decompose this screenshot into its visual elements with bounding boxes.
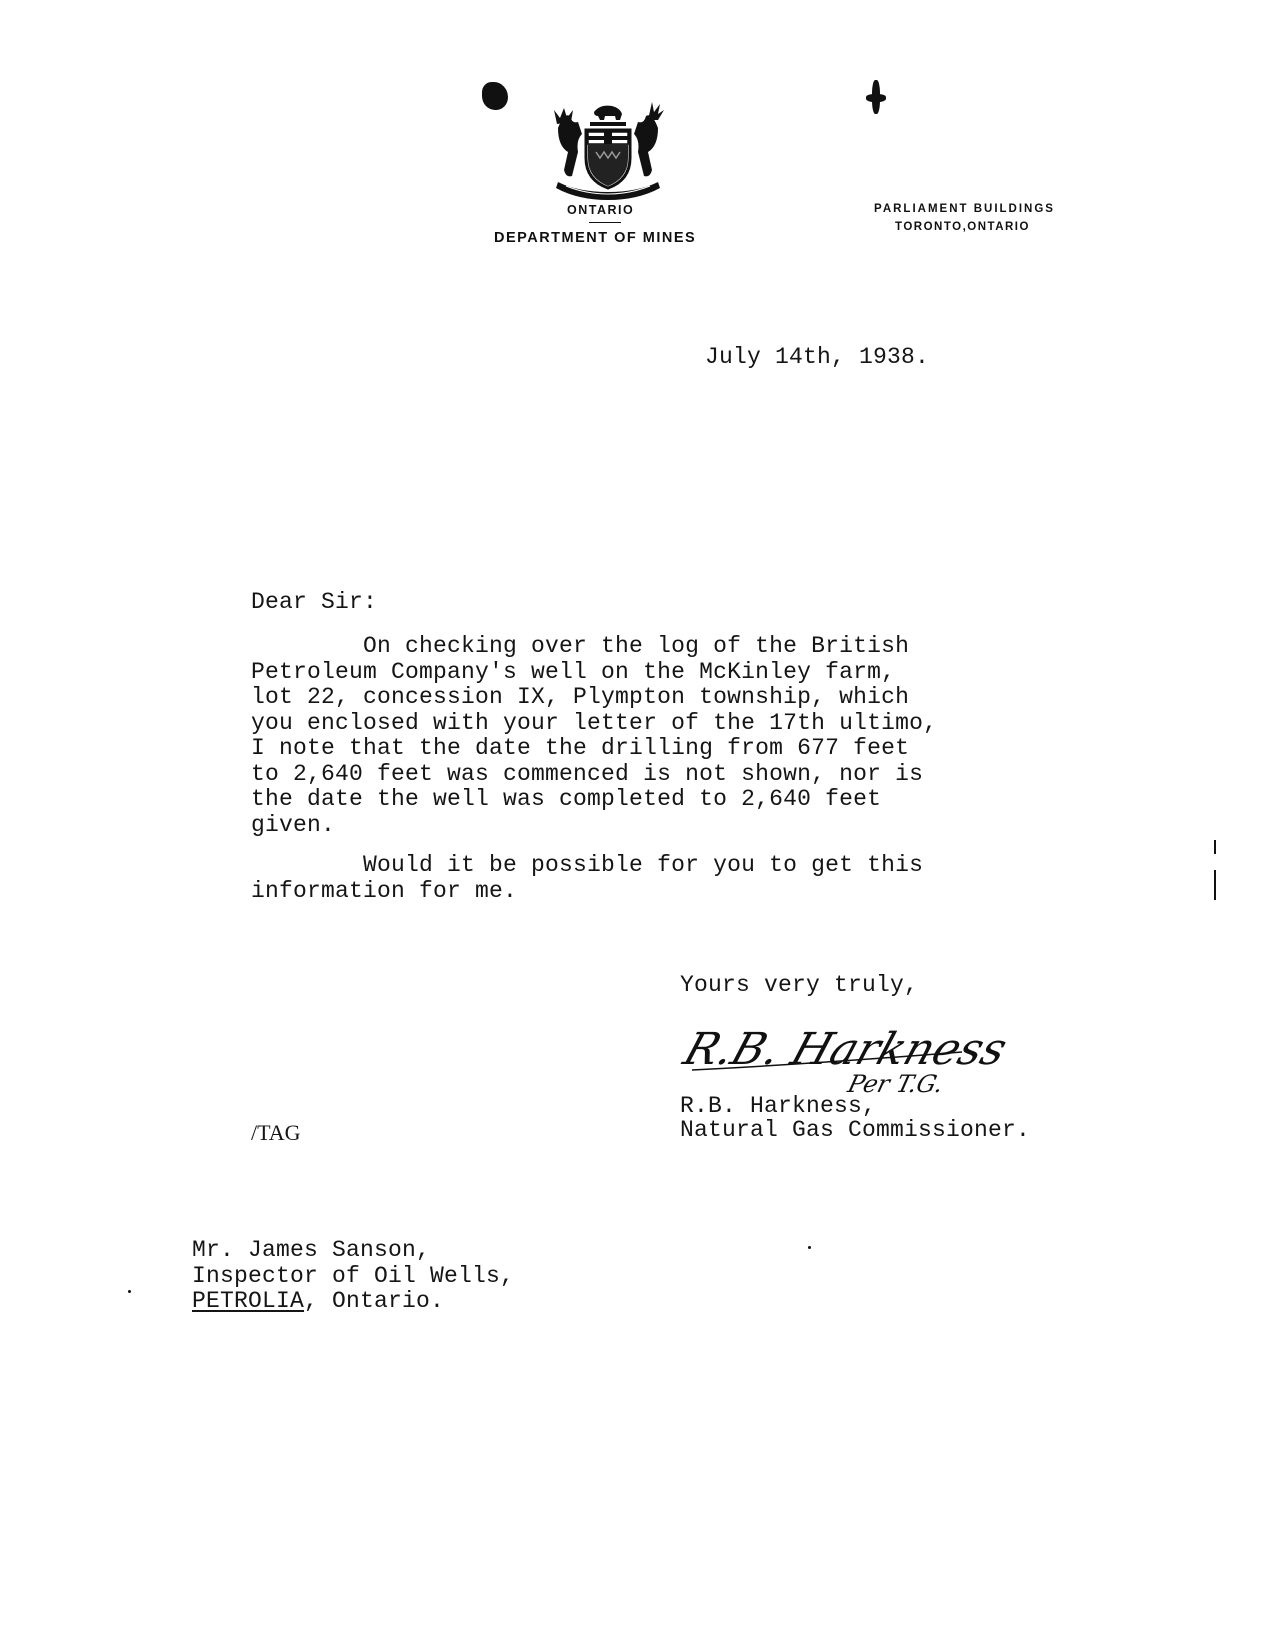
recipient-city: PETROLIA: [192, 1288, 305, 1314]
scan-edge-mark: [1214, 840, 1216, 854]
closing: Yours very truly,: [680, 972, 919, 998]
letterhead-divider: [589, 222, 621, 223]
body-line: Petroleum Company's well on the McKinley farm,: [251, 658, 896, 685]
body-line: information for me.: [251, 877, 518, 904]
signer-name: R.B. Harkness,: [680, 1093, 877, 1119]
salutation: Dear Sir:: [251, 589, 378, 615]
recipient-address: [192, 1238, 514, 1315]
signer-title: Natural Gas Commissioner.: [680, 1117, 1031, 1143]
body-line: you enclosed with your letter of the 17th ultimo,: [251, 709, 938, 736]
body-line: lot 22, concession IX, Plympton township, which: [251, 684, 910, 710]
body-line: to 2,640 feet was commenced is not shown, nor is: [251, 760, 924, 787]
handwritten-signature: [677, 1006, 1014, 1102]
recipient-title: Inspector of Oil Wells,: [192, 1262, 515, 1289]
scan-speck: [808, 1246, 811, 1249]
letterhead-department: DEPARTMENT OF MINES: [494, 230, 697, 246]
letter-date: July 14th, 1938.: [705, 344, 930, 370]
body-paragraph-1: [251, 634, 937, 838]
recipient-name: Mr. James Sanson,: [192, 1237, 431, 1263]
body-line: given.: [251, 811, 336, 838]
reference-initials: /TAG: [251, 1120, 301, 1145]
letterhead-address-line1: PARLIAMENT BUILDINGS: [874, 203, 1055, 215]
body-line: I note that the date the drilling from 677 feet: [251, 735, 910, 761]
body-line: On checking over the log of the British: [251, 633, 910, 659]
recipient-province: , Ontario.: [304, 1288, 445, 1314]
body-line: Would it be possible for you to get this: [251, 852, 924, 878]
ontario-coat-of-arms: [548, 98, 668, 202]
svg-text:Per T.G.: Per T.G.: [845, 1069, 947, 1098]
body-line: the date the well was completed to 2,640 feet: [251, 786, 882, 812]
ink-blot: [482, 82, 508, 110]
body-paragraph-2: [251, 853, 923, 904]
svg-text:R.B. Harkness: R.B. Harkness: [677, 1023, 1014, 1075]
letterhead-province: ONTARIO: [567, 203, 635, 217]
recipient-location: [192, 1289, 514, 1315]
scan-speck: [128, 1290, 131, 1293]
ink-blot: [866, 94, 886, 102]
letterhead-address-line2: TORONTO,ONTARIO: [895, 221, 1030, 233]
scan-edge-mark: [1214, 870, 1216, 900]
